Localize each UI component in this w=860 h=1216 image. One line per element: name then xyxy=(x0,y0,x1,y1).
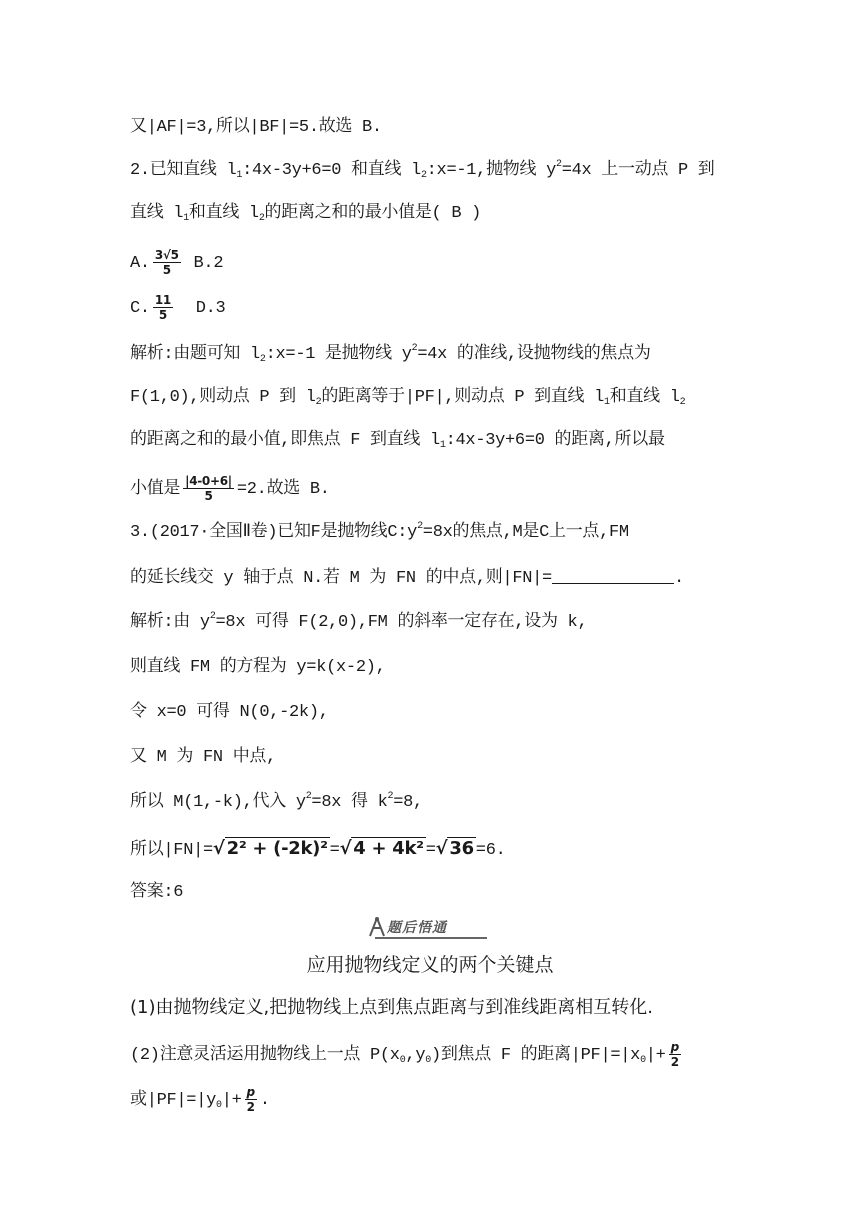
solution-3-line-4 xyxy=(130,745,276,771)
distance-fraction xyxy=(183,474,234,503)
option-a-label: A. xyxy=(130,253,150,273)
text: =8x 可得 F(2,0),FM 的斜率一定存在,设为 k, xyxy=(215,613,588,632)
subscript: 2 xyxy=(259,354,266,365)
text: =6. xyxy=(475,841,506,860)
text: = xyxy=(425,841,436,860)
answer-line xyxy=(130,880,183,906)
compass-icon xyxy=(367,916,387,938)
superscript: 2 xyxy=(411,343,418,354)
superscript: 2 xyxy=(209,611,216,622)
radicand: 36 xyxy=(449,838,474,859)
text: . xyxy=(259,1090,270,1110)
text: :x=-1 是抛物线 y xyxy=(265,345,412,364)
text: 令 x=0 可得 N(0,-2k), xyxy=(130,703,329,722)
text: =4x 的准线,设抛物线的焦点为 xyxy=(417,345,651,364)
denominator: 2 xyxy=(670,1055,679,1069)
sqrt-expression-3: √ 36 xyxy=(435,838,474,859)
text: 则直线 FM 的方程为 y=k(x-2), xyxy=(130,658,386,677)
denominator: 5 xyxy=(158,308,167,322)
text: 和直线 l xyxy=(188,204,259,223)
text: =8x 得 k xyxy=(311,793,388,812)
solution-3-line-1 xyxy=(130,610,587,636)
summary-banner xyxy=(367,916,495,940)
subscript: 0 xyxy=(640,1054,646,1066)
text: 的距离之和的最小值是( B ) xyxy=(264,204,482,223)
text: 2.已知直线 l xyxy=(130,161,237,180)
text: 又|AF|=3,所以|BF|=5.故选 B. xyxy=(130,118,382,137)
text: 又 M 为 FN 中点, xyxy=(130,748,277,767)
answer-blank xyxy=(552,565,674,584)
text: (2)注意灵活运用抛物线上一点 P(x xyxy=(130,1045,400,1065)
denominator: 5 xyxy=(162,263,171,277)
text: 解析:由 y xyxy=(130,613,210,632)
p-over-2-fraction xyxy=(245,1085,257,1114)
superscript: 2 xyxy=(387,791,394,802)
text: =4x 上一动点 P 到 xyxy=(561,161,715,180)
subscript: 1 xyxy=(236,170,243,181)
solution-2-line-2 xyxy=(130,385,685,411)
subscript: 1 xyxy=(439,440,446,451)
text: |+ xyxy=(221,1090,242,1110)
answer-text: 答案:6 xyxy=(130,883,184,902)
solution-2-line-1 xyxy=(130,342,651,368)
text: 所以|FN|= xyxy=(130,841,213,860)
tip-3 xyxy=(130,1085,270,1114)
superscript: 2 xyxy=(555,159,562,170)
subscript: 1 xyxy=(604,397,610,408)
numerator: p xyxy=(246,1085,255,1099)
text: 的延长线交 y 轴于点 N.若 M 为 FN 的中点,则|FN|= xyxy=(130,569,552,588)
option-a-fraction xyxy=(153,248,181,277)
subscript: 2 xyxy=(258,213,265,224)
text: 的距离之和的最小值,即焦点 F 到直线 l xyxy=(130,431,440,450)
sqrt-expression-2: √ 4 + 4k² xyxy=(339,838,424,859)
numerator: 3√5 xyxy=(154,248,179,262)
option-b: B.2 xyxy=(193,253,224,273)
radicand: 4 + 4k² xyxy=(353,838,424,859)
subscript: 0 xyxy=(216,1099,222,1111)
solution-2-line-3 xyxy=(130,428,665,454)
text: (1)由抛物线定义,把抛物线上点到焦点距离与到准线距离相互转化. xyxy=(130,997,653,1018)
denominator: 2 xyxy=(246,1100,255,1114)
text: . xyxy=(673,569,684,588)
text: 解析:由题可知 l xyxy=(130,345,260,364)
superscript: 2 xyxy=(305,791,312,802)
question-2-line-2 xyxy=(130,201,481,227)
numerator: p xyxy=(670,1040,679,1054)
text: 小值是 xyxy=(130,479,181,499)
text: 的距离等于|PF|,则动点 P 到直线 l xyxy=(321,388,605,407)
solution-3-line-3 xyxy=(130,700,329,726)
numerator: 11 xyxy=(154,293,171,307)
text: :4x-3y+6=0 的距离,所以最 xyxy=(445,431,665,450)
solution-3-line-2 xyxy=(130,655,386,681)
text: =8, xyxy=(393,793,423,812)
text: =2.故选 B. xyxy=(236,479,330,499)
tip-2 xyxy=(130,1040,684,1069)
text: = xyxy=(329,841,340,860)
subscript: 0 xyxy=(399,1054,406,1066)
text: ,y xyxy=(405,1045,426,1065)
banner-label: 题后悟通 xyxy=(387,920,447,936)
question-3-line-1 xyxy=(130,520,629,546)
option-c-label: C. xyxy=(130,298,150,318)
option-d: D.3 xyxy=(195,298,226,318)
subscript: 0 xyxy=(425,1054,431,1066)
numerator: |4-0+6| xyxy=(185,474,232,488)
solution-3-line-5 xyxy=(130,790,423,816)
sqrt-expression-1: √ 2² + (-2k)² xyxy=(212,838,328,859)
text-line-1 xyxy=(130,115,382,141)
p-over-2-fraction xyxy=(669,1040,681,1069)
text: 和直线 l xyxy=(609,388,680,407)
solution-2-line-4 xyxy=(130,474,330,503)
subscript: 2 xyxy=(420,170,427,181)
text: 所以 M(1,-k),代入 y xyxy=(130,793,306,812)
option-c-fraction xyxy=(153,293,173,322)
options-a-b xyxy=(130,248,223,277)
section-heading: 应用抛物线定义的两个关键点 xyxy=(306,954,554,976)
superscript: 2 xyxy=(417,521,423,532)
text: F(1,0),则动点 P 到 l xyxy=(130,388,316,407)
text: =8x的焦点,M是C上一点,FM xyxy=(422,523,629,542)
text: 3.(2017·全国Ⅱ卷)已知F是抛物线C:y xyxy=(130,523,418,542)
text: 直线 l xyxy=(130,204,184,223)
denominator: 5 xyxy=(204,489,213,503)
subscript: 2 xyxy=(315,397,322,408)
question-3-line-2 xyxy=(130,565,684,592)
tip-1 xyxy=(130,995,653,1021)
radicand: 2² + (-2k)² xyxy=(226,838,328,859)
question-2-line-1 xyxy=(130,158,715,184)
text: :x=-1,抛物线 y xyxy=(426,161,556,180)
text: )到焦点 F 的距离|PF|=|x xyxy=(430,1045,641,1065)
options-c-d xyxy=(130,293,225,322)
text: 或|PF|=|y xyxy=(130,1090,217,1110)
text: :4x-3y+6=0 和直线 l xyxy=(242,161,421,180)
solution-3-line-6 xyxy=(130,836,506,864)
text: |+ xyxy=(645,1045,666,1065)
subscript: 1 xyxy=(183,213,189,224)
subscript: 2 xyxy=(679,397,686,408)
banner-underline xyxy=(375,937,487,939)
